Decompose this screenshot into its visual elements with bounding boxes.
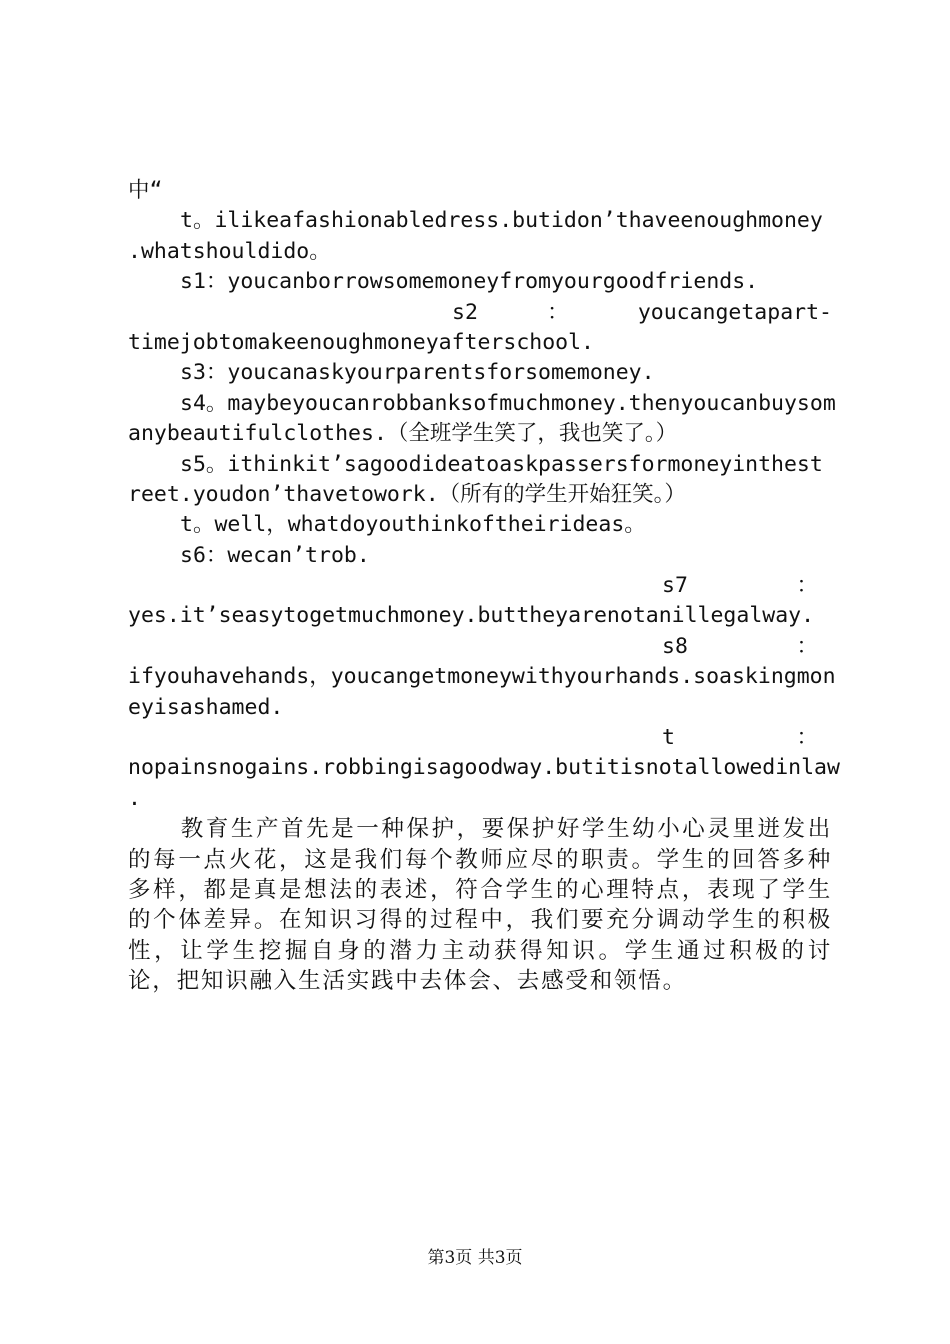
commentary-paragraph xyxy=(128,814,832,996)
text-line: t。ilikeafashionabledress.butidon’thaveenoughmoney xyxy=(180,208,823,234)
colon: ： xyxy=(796,573,818,599)
dialogue-text: youcangetapart- xyxy=(637,299,832,325)
paragraph-text: 教育生产首先是一种保护，要保护好学生幼小心灵里迸发出的每一点火花，这是我们每个教师应尽的职责。学生的回答多种多样，都是真是想法的表述，符合学生的心理特点，表现了学生的个体差异。在知识习得的过程中，我们要充分调动学生的积极性，让学生挖掘自身的潜力主动获得知识。学生通过积极的讨论，把知识融入生活实践中去体会、去感受和领悟。 xyxy=(128,816,832,995)
speaker-label: s7 xyxy=(662,573,688,599)
text-line xyxy=(128,723,832,753)
text-line: ifyouhavehands，youcangetmoneywithyourhands.soaskingmon xyxy=(128,664,836,690)
text-line xyxy=(128,298,832,328)
text-line: nopainsnogains.robbingisagoodway.butitisnotallowedinlaw xyxy=(128,755,840,781)
text-line: .whatshouldido。 xyxy=(128,238,331,264)
text-line: eyisashamed. xyxy=(128,694,284,720)
text-line: yes.it’seasytogetmuchmoney.buttheyarenotanillegalway. xyxy=(128,603,815,629)
document-body xyxy=(128,176,840,997)
text-line: 中“ xyxy=(128,178,163,203)
text-line: timejobtomakeenoughmoneyafterschool. xyxy=(128,329,594,355)
text-line xyxy=(128,632,832,662)
colon: ： xyxy=(796,725,818,751)
speaker-label: s2 xyxy=(452,299,478,325)
page-footer: 第3页 共3页 xyxy=(427,1248,523,1268)
speaker-label: s8 xyxy=(662,633,688,659)
text-line: reet.youdon’thavetowork.（所有的学生开始狂笑。） xyxy=(128,481,686,507)
text-line: s1：youcanborrowsomemoneyfromyourgoodfriends. xyxy=(180,269,759,295)
speaker-label: t xyxy=(662,725,675,751)
text-line xyxy=(128,571,832,601)
text-line: . xyxy=(128,785,141,811)
text-line: s5。ithinkit’sagoodideatoaskpassersformoneyinthest xyxy=(180,451,823,477)
text-line: s3：youcanaskyourparentsforsomemoney. xyxy=(180,360,655,386)
text-line: s4。maybeyoucanrobbanksofmuchmoney.thenyoucanbuysom xyxy=(180,390,836,416)
text-line: s6：wecan’trob. xyxy=(180,542,370,568)
text-line: anybeautifulclothes.（全班学生笑了，我也笑了。） xyxy=(128,421,678,447)
colon: ： xyxy=(547,299,569,325)
text-line: t。well，whatdoyouthinkoftheirideas。 xyxy=(180,512,646,538)
colon: ： xyxy=(796,633,818,659)
